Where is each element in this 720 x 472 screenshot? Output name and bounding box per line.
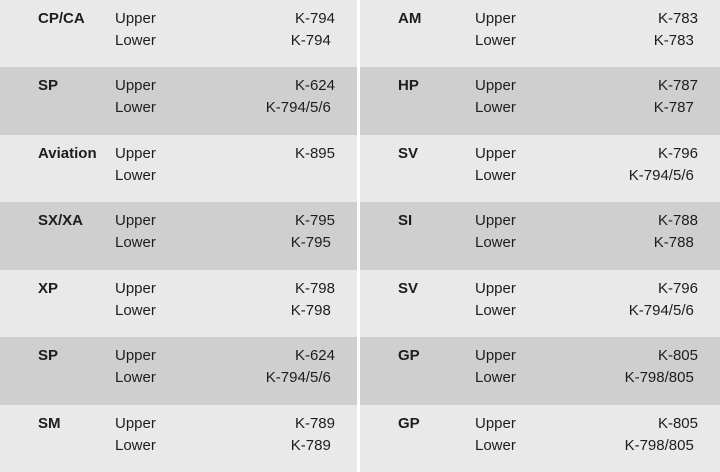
code-upper: K-794 <box>294 10 335 27</box>
table-cell-group-left <box>0 0 360 67</box>
level-lower-label: Lower <box>475 166 516 184</box>
code-lower: K-794/5/6 <box>265 369 331 387</box>
table-row <box>0 405 720 472</box>
level-upper-label: Upper <box>115 279 156 297</box>
level-lower-label: Lower <box>475 301 516 319</box>
code-lower: K-794/5/6 <box>628 301 694 319</box>
code-values <box>570 278 720 329</box>
category-label: HP <box>398 77 419 95</box>
code-values <box>570 8 720 59</box>
code-lower: K-783 <box>653 32 694 49</box>
category-label: AM <box>398 10 422 27</box>
table-row <box>0 202 720 269</box>
code-values <box>210 75 357 126</box>
level-upper-label: Upper <box>115 212 156 230</box>
category-label: GP <box>398 414 420 432</box>
table-cell-group-right <box>360 135 720 202</box>
code-upper: K-788 <box>657 212 698 230</box>
code-upper: K-624 <box>294 77 335 95</box>
table-row <box>0 337 720 404</box>
category-label: SI <box>398 212 413 230</box>
code-values <box>210 413 357 464</box>
table-cell-group-left <box>0 202 360 269</box>
level-lower-label: Lower <box>475 234 516 252</box>
level-labels <box>115 8 210 59</box>
code-lower: K-795 <box>290 234 331 252</box>
table-cell-group-left <box>0 67 360 134</box>
level-labels <box>115 345 210 396</box>
table-row <box>0 270 720 337</box>
table-cell-group-left <box>0 405 360 472</box>
level-lower-label: Lower <box>115 301 156 319</box>
code-values <box>570 75 720 126</box>
table-cell-group-left <box>0 135 360 202</box>
code-values <box>210 345 357 396</box>
code-upper: K-805 <box>657 347 698 365</box>
category-label: GP <box>398 347 420 365</box>
level-lower-label: Lower <box>115 166 156 184</box>
code-upper: K-798 <box>294 279 335 297</box>
category-label: CP/CA <box>38 10 85 27</box>
code-values <box>210 8 357 59</box>
level-labels <box>475 75 570 126</box>
code-upper: K-787 <box>657 77 698 95</box>
code-values <box>570 210 720 261</box>
level-labels <box>475 8 570 59</box>
code-lower: K-798/805 <box>624 369 694 387</box>
table-row <box>0 67 720 134</box>
level-labels <box>115 210 210 261</box>
code-lower: K-794 <box>290 32 331 49</box>
category-label: SM <box>38 414 61 432</box>
table-row <box>0 135 720 202</box>
category-label: Aviation <box>38 144 97 162</box>
code-lower: K-788 <box>653 234 694 252</box>
level-upper-label: Upper <box>475 279 516 297</box>
code-upper: K-783 <box>657 10 698 27</box>
level-upper-label: Upper <box>115 144 156 162</box>
level-labels <box>475 413 570 464</box>
level-lower-label: Lower <box>115 369 156 387</box>
code-lower: K-789 <box>290 436 331 454</box>
code-lower: K-794/5/6 <box>628 166 694 184</box>
category-label: SX/XA <box>38 212 84 230</box>
table-cell-group-right <box>360 270 720 337</box>
code-lower <box>210 165 335 187</box>
level-upper-label: Upper <box>115 10 156 27</box>
level-labels <box>115 143 210 194</box>
code-upper: K-795 <box>294 212 335 230</box>
level-upper-label: Upper <box>475 77 516 95</box>
level-lower-label: Lower <box>115 436 156 454</box>
code-lower: K-798 <box>290 301 331 319</box>
code-upper: K-789 <box>294 414 335 432</box>
table-cell-group-left <box>0 337 360 404</box>
level-upper-label: Upper <box>475 10 516 27</box>
code-values <box>570 345 720 396</box>
level-lower-label: Lower <box>115 32 156 49</box>
code-values <box>570 143 720 194</box>
code-upper: K-805 <box>657 414 698 432</box>
table-cell-group-right <box>360 337 720 404</box>
level-lower-label: Lower <box>115 234 156 252</box>
level-upper-label: Upper <box>475 212 516 230</box>
level-labels <box>475 345 570 396</box>
category-label: SP <box>38 347 59 365</box>
level-labels <box>115 278 210 329</box>
table-cell-group-right <box>360 67 720 134</box>
code-values <box>210 278 357 329</box>
level-lower-label: Lower <box>115 99 156 117</box>
code-values <box>210 143 357 194</box>
level-upper-label: Upper <box>115 347 156 365</box>
category-label: XP <box>38 279 59 297</box>
code-values <box>210 210 357 261</box>
level-labels <box>475 278 570 329</box>
table-cell-group-right <box>360 0 720 67</box>
code-lower: K-787 <box>653 99 694 117</box>
code-upper: K-796 <box>657 279 698 297</box>
level-lower-label: Lower <box>475 32 516 49</box>
level-upper-label: Upper <box>475 414 516 432</box>
code-values <box>570 413 720 464</box>
level-labels <box>115 75 210 126</box>
category-label: SP <box>38 77 59 95</box>
level-lower-label: Lower <box>475 99 516 117</box>
code-lower: K-798/805 <box>624 436 694 454</box>
level-lower-label: Lower <box>475 369 516 387</box>
level-upper-label: Upper <box>115 77 156 95</box>
table-cell-group-left <box>0 270 360 337</box>
level-upper-label: Upper <box>475 347 516 365</box>
code-lower: K-794/5/6 <box>265 99 331 117</box>
level-labels <box>475 210 570 261</box>
code-upper: K-895 <box>294 144 335 162</box>
table-cell-group-right <box>360 405 720 472</box>
table-cell-group-right <box>360 202 720 269</box>
code-upper: K-796 <box>657 144 698 162</box>
level-labels <box>115 413 210 464</box>
code-upper: K-624 <box>294 347 335 365</box>
level-upper-label: Upper <box>115 414 156 432</box>
category-label: SV <box>398 144 419 162</box>
level-lower-label: Lower <box>475 436 516 454</box>
level-labels <box>475 143 570 194</box>
category-label: SV <box>398 279 419 297</box>
table-row <box>0 0 720 67</box>
level-upper-label: Upper <box>475 144 516 162</box>
